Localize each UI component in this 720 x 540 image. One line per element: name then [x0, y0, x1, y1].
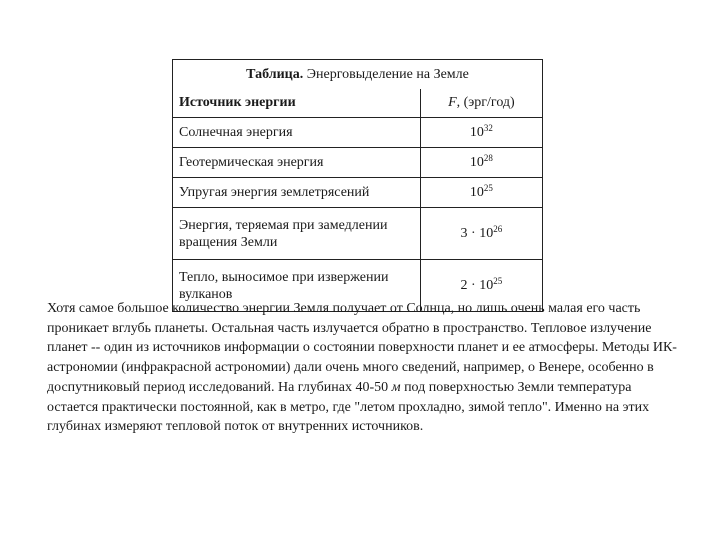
table-row — [173, 118, 543, 148]
row-source: Упругая энергия землетрясений — [173, 178, 421, 208]
row-source: Тепло, выносимое при извержении вулканов — [173, 260, 421, 312]
paragraph-unit: м — [391, 379, 401, 395]
row-value-exp: 25 — [493, 276, 503, 286]
row-value-exp: 25 — [483, 182, 493, 193]
row-value-base: 10 — [469, 154, 484, 170]
energy-table — [172, 59, 543, 312]
row-source: Энергия, теряемая при замедлении вращения Земли — [173, 208, 421, 260]
row-value — [420, 118, 542, 148]
row-value-base: 10 — [479, 278, 494, 293]
paragraph-part2: под поверхностью Земли температура остается практически постоянной, как в метро, где "летом прохладно, зимой тепло". Именно на этих глубинах измеряют тепловой поток от внутренних источников. — [47, 379, 650, 435]
table-caption-label: Таблица. — [246, 66, 304, 82]
paragraph-part1: Хотя самое большое количество энергии Земля получает от Солнца, но лишь очень малая его часть проникает вглубь планеты. Остальная часть излучается обратно в пространство. Тепловое излучение планет -- один из источников информации о состоянии поверхности планет и ее атмосферы. Методы ИК-астрономии (инфракрасной астрономии) дали очень много сведений, например, о Венере, особенно в доспутниковый период исследований. На глубинах 40-50 — [47, 301, 677, 395]
table-caption — [173, 60, 543, 90]
row-value-mantissa: 3 · — [460, 226, 480, 241]
table-row — [173, 148, 543, 178]
header-f — [420, 89, 542, 118]
row-value — [420, 208, 542, 260]
table-row — [173, 178, 543, 208]
row-value-base: 10 — [469, 124, 484, 140]
row-source: Геотермическая энергия — [173, 148, 421, 178]
row-value-base: 10 — [479, 226, 494, 241]
energy-table-container — [172, 59, 543, 312]
row-value-exp: 28 — [483, 152, 493, 163]
header-source: Источник энергии — [173, 89, 421, 118]
row-value-exp: 32 — [483, 122, 493, 133]
table-row — [173, 208, 543, 260]
row-value — [420, 178, 542, 208]
row-value-mantissa: 2 · — [460, 278, 480, 293]
header-f-unit: , (эрг/год) — [456, 95, 515, 110]
header-f-symbol: F — [448, 95, 457, 110]
row-source: Солнечная энергия — [173, 118, 421, 148]
row-value-base: 10 — [469, 184, 484, 200]
table-header-row — [173, 89, 543, 118]
row-value-exp: 26 — [493, 224, 503, 234]
body-paragraph — [47, 299, 679, 437]
row-value — [420, 148, 542, 178]
table-caption-title: Энерговыделение на Земле — [303, 66, 469, 82]
